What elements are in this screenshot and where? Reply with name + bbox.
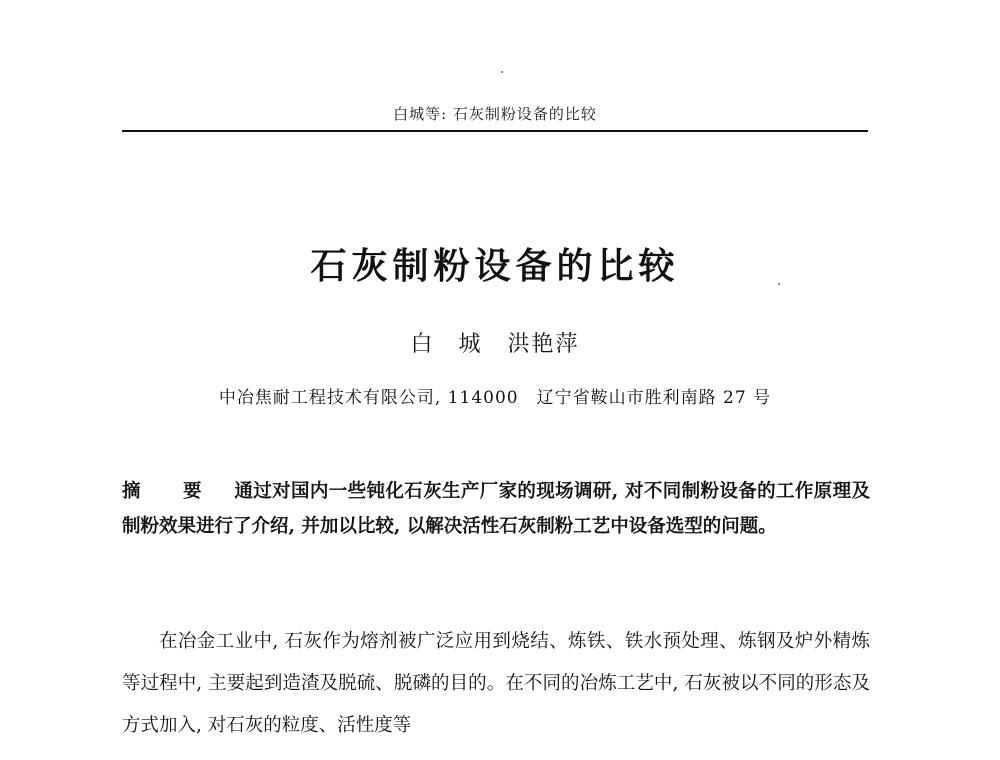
abstract-label: 摘 要 [122,481,220,502]
author-list [122,327,868,358]
abstract-text: 通过对国内一些钝化石灰生产厂家的现场调研, 对不同制粉设备的工作原理及制粉效果进行了介绍, 并加以比较, 以解决活性石灰制粉工艺中设备选型的问题。 [122,481,870,537]
author-name: 白 城 [410,332,483,357]
author-name: 洪艳萍 [507,332,580,357]
running-head: 白城等: 石灰制粉设备的比较 [393,105,597,123]
header-rule [122,130,868,132]
scan-speck [501,71,503,73]
body-paragraph: 在冶金工业中, 石灰作为熔剂被广泛应用到烧结、炼铁、铁水预处理、炼钢及炉外精炼等过程中, 主要起到造渣及脱硫、脱磷的目的。在不同的冶炼工艺中, 石灰被以不同的形态及方式加入, 对石灰的粒度、活性度等 [122,631,870,736]
paper-title: 石灰制粉设备的比较 [310,246,680,287]
affiliation: 中冶焦耐工程技术有限公司, 114000 辽宁省鞍山市胜利南路 27 号 [218,388,772,408]
abstract [122,474,870,544]
